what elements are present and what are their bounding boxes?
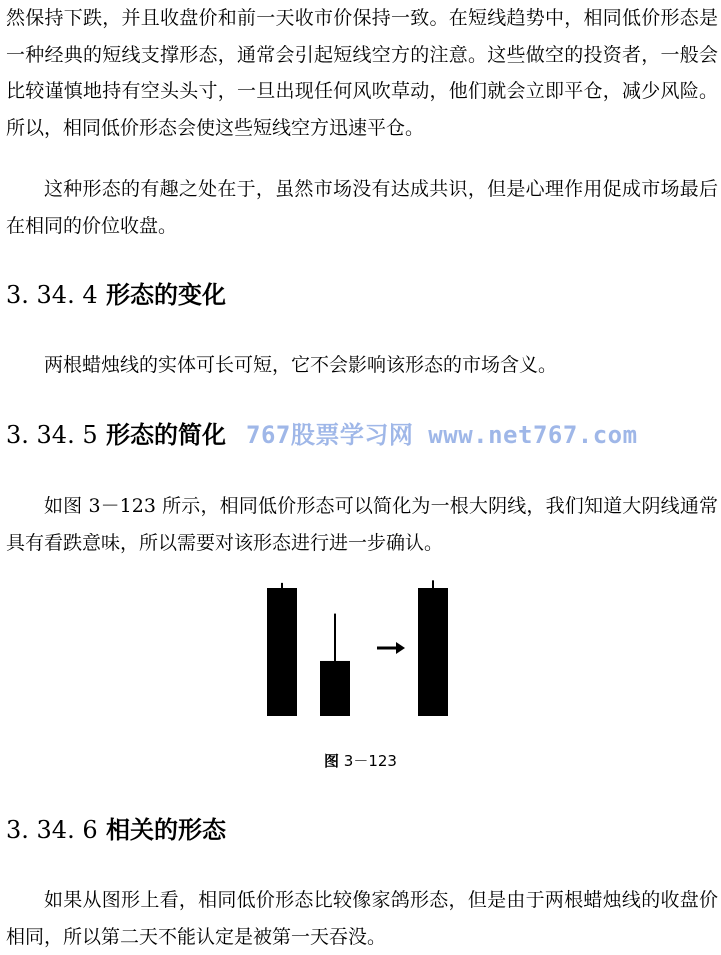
candle-body [320, 661, 350, 716]
section-number: 3. 34. 4 [6, 281, 98, 309]
paragraph-variation: 两根蜡烛线的实体可长可短，它不会影响该形态的市场含义。 [44, 354, 558, 376]
candle-body [418, 588, 448, 716]
figure-caption-number: 3－123 [343, 752, 397, 770]
candle-body [267, 588, 297, 716]
candlestick-figure [255, 570, 465, 722]
section-title: 形态的变化 [105, 281, 226, 309]
figure-caption [0, 750, 721, 772]
paragraph-interesting-point: 这种形态的有趣之处在于，虽然市场没有达成共识，但是心理作用促成市场最后在相同的价位收盘。 [6, 178, 718, 237]
right-arrow-icon [377, 642, 405, 654]
section-number: 3. 34. 6 [6, 816, 98, 844]
section-title: 形态的简化 [105, 421, 226, 449]
paragraph-simplification: 如图 3－123 所示，相同低价形态可以简化为一根大阴线，我们知道大阴线通常具有看跌意味，所以需要对该形态进行进一步确认。 [6, 495, 718, 554]
figure-caption-label: 图 [324, 752, 340, 770]
paragraph-continuation: 然保持下跌，并且收盘价和前一天收市价保持一致。在短线趋势中，相同低价形态是一种经典的短线支撑形态，通常会引起短线空方的注意。这些做空的投资者，一般会比较谨慎地持有空头头寸，一旦出现任何风吹草动，他们就会立即平仓，减少风险。所以，相同低价形态会使这些短线空方迅速平仓。 [6, 7, 718, 139]
section-heading-3-34-4 [6, 280, 226, 310]
section-title: 相关的形态 [105, 816, 226, 844]
watermark-text: 767股票学习网 www.net767.com [246, 421, 638, 449]
section-number: 3. 34. 5 [6, 421, 98, 449]
paragraph-related-patterns: 如果从图形上看，相同低价形态比较像家鸽形态，但是由于两根蜡烛线的收盘价相同，所以第二天不能认定是被第一天吞没。 [6, 889, 718, 948]
second-bearish-candle [320, 614, 350, 716]
section-heading-3-34-6 [6, 815, 226, 845]
first-bearish-candle [267, 583, 297, 716]
simplified-bearish-candle [418, 580, 448, 716]
section-heading-3-34-5 [6, 420, 226, 450]
